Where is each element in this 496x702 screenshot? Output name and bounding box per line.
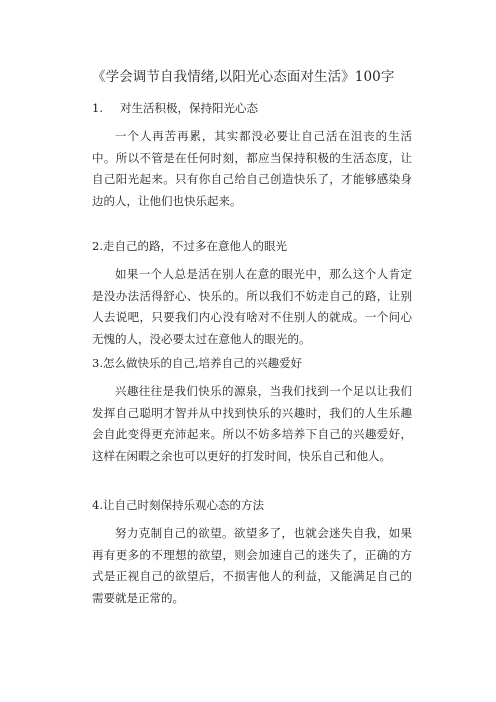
section-heading: 4.让自己时刻保持乐观心态的方法 [92,498,264,512]
section-1 [92,100,412,212]
section-heading [92,100,412,116]
section-4 [92,497,412,609]
section-paragraph: 如果一个人总是活在别人在意的眼光中，那么这个人肯定是没办法活得舒心、快乐的。所以我们不妨走自己的路，让别人去说吧，只要我们内心没有啥对不住别人的就成。一个问心无愧的人，没必要太过在意他人的眼光的。 [92,267,412,346]
section-paragraph: 兴趣往往是我们快乐的源泉，当我们找到一个足以让我们发挥自己聪明才智并从中找到快乐的兴趣时，我们的人生乐趣会自此变得更充沛起来。所以不妨多培养下自己的兴趣爱好，这样在闲暇之余也可以更好的打发时间，快乐自己和他人。 [92,384,412,463]
section-3 [92,355,412,467]
section-paragraph: 一个人再苦再累，其实都没必要让自己活在沮丧的生活中。所以不管是在任何时刻，都应当保持积极的生活态度，让自己阳光起来。只有你自己给自己创造快乐了，才能够感染身边的人，让他们也快乐起来。 [92,129,412,208]
section-2 [92,238,412,350]
section-heading: 3.怎么做快乐的自己,培养自己的兴趣爱好 [92,356,303,370]
section-heading: 2.走自己的路，不过多在意他人的眼光 [92,239,287,253]
document-title: 《学会调节自我情绪,以阳光心态面对生活》100字 [92,69,395,85]
section-number: 1. [92,101,103,115]
section-heading-text: 对生活积极，保持阳光心态 [120,101,258,115]
section-paragraph: 努力克制自己的欲望。欲望多了，也就会迷失自我，如果再有更多的不理想的欲望，则会加速自己的迷失了，正确的方式是正视自己的欲望后，不损害他人的利益，又能满足自己的需要就是正常的。 [92,526,412,605]
